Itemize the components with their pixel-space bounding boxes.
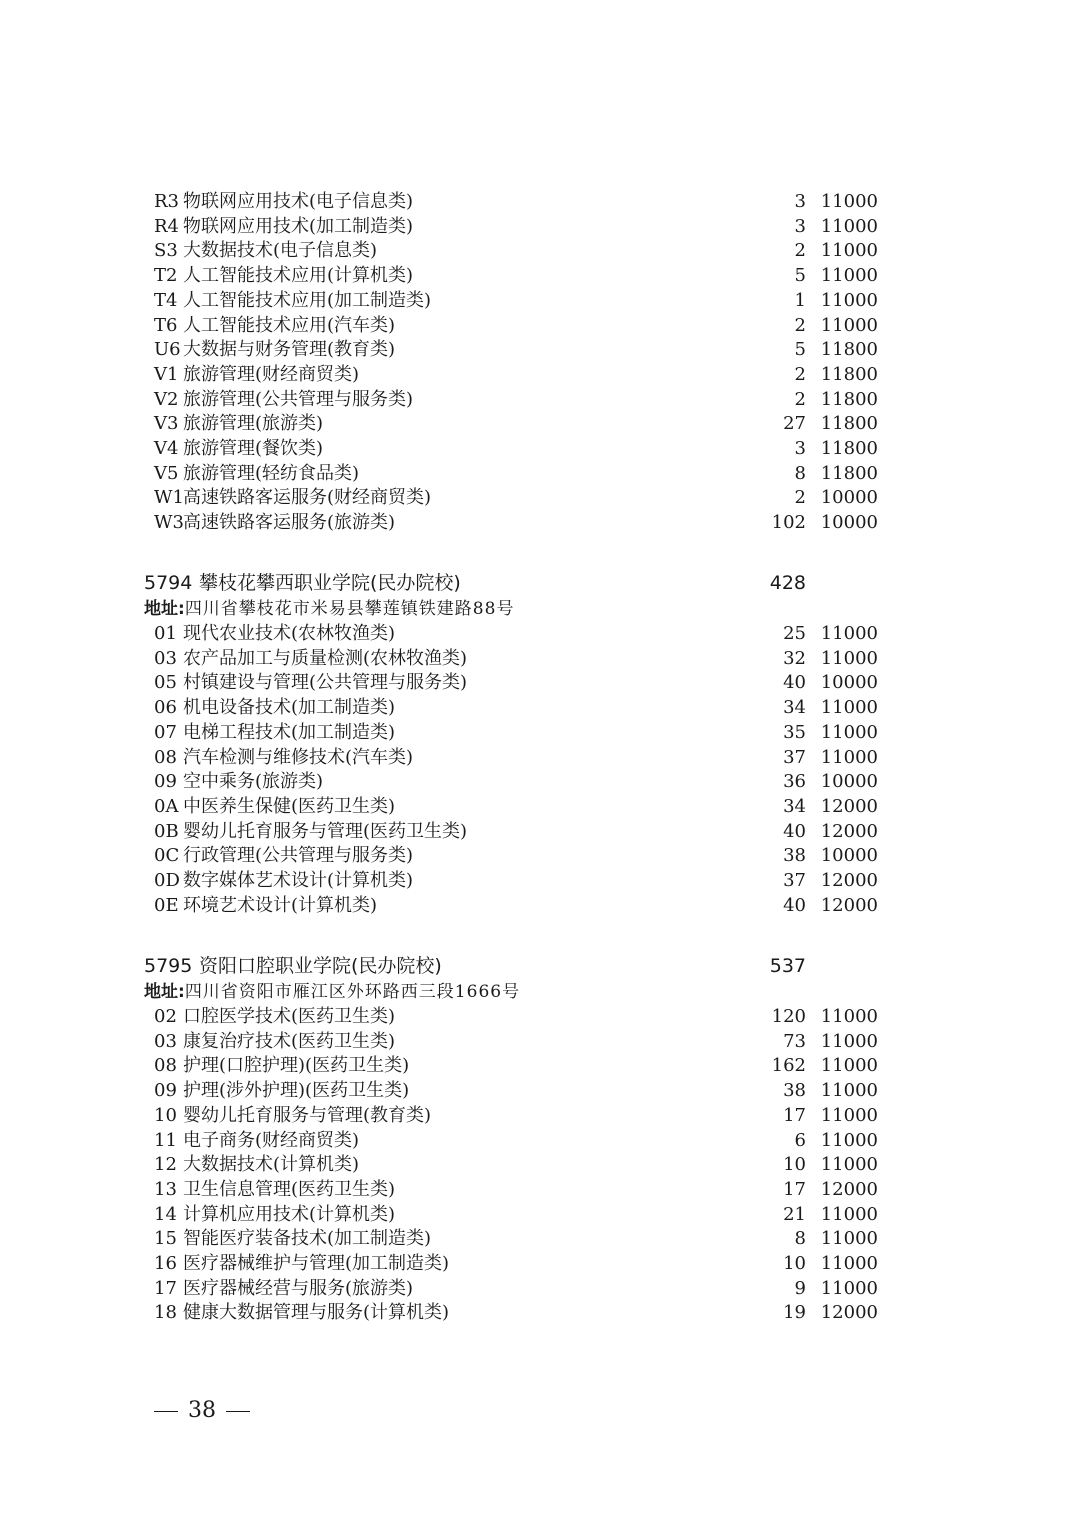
major-code: 08: [154, 1055, 177, 1077]
table-row: [0, 363, 1080, 388]
enrollment-count: 40: [783, 894, 806, 916]
enrollment-count: 9: [794, 1277, 806, 1299]
school-total: 537: [769, 955, 806, 977]
enrollment-count: 32: [783, 647, 806, 669]
school-address: [144, 597, 844, 621]
major-code: 03: [154, 1030, 177, 1052]
major-code: 0B: [154, 820, 179, 842]
major-name: 高速铁路客运服务(财经商贸类): [183, 487, 432, 509]
major-code: 0E: [154, 894, 179, 916]
tuition-fee: 11000: [820, 1203, 878, 1225]
major-code: 13: [154, 1178, 177, 1200]
major-name: 旅游管理(财经商贸类): [183, 363, 360, 385]
tuition-fee: 12000: [820, 1302, 878, 1324]
school-code: 5795: [144, 955, 193, 977]
enrollment-count: 10: [783, 1253, 806, 1274]
major-code: U6: [154, 339, 181, 361]
tuition-fee: 12000: [820, 1178, 878, 1200]
tuition-fee: 12000: [820, 870, 878, 891]
major-code: 15: [154, 1228, 177, 1250]
school-address: [144, 980, 844, 1004]
enrollment-count: 36: [783, 771, 806, 793]
enrollment-count: 17: [783, 1104, 806, 1126]
enrollment-count: 40: [783, 820, 806, 842]
address-text: 四川省攀枝花市米易县攀莲镇铁建路88号: [184, 599, 515, 619]
school-name: 资阳口腔职业学院(民办院校): [199, 955, 442, 977]
tuition-fee: 11000: [820, 1129, 878, 1151]
major-name: 大数据技术(计算机类): [183, 1154, 360, 1176]
school-header: [0, 569, 1080, 597]
major-code: 07: [154, 721, 177, 743]
major-name: 农产品加工与质量检测(农林牧渔类): [183, 647, 468, 669]
school-code: 5794: [144, 572, 193, 594]
tuition-fee: 11000: [820, 265, 878, 287]
table-row: [0, 462, 1080, 487]
major-name: 康复治疗技术(医药卫生类): [183, 1030, 396, 1052]
major-code: S3: [154, 240, 178, 262]
major-code: 0C: [154, 845, 180, 867]
school-total: 428: [769, 572, 806, 594]
major-code: 09: [154, 1080, 177, 1102]
table-row: [0, 1005, 1080, 1030]
major-name: 环境艺术设计(计算机类): [183, 894, 378, 916]
table-row: [0, 1301, 1080, 1326]
major-name: 电梯工程技术(加工制造类): [183, 721, 396, 743]
table-row: [0, 1030, 1080, 1055]
table-row: [0, 338, 1080, 363]
major-code: 0A: [154, 795, 179, 817]
tuition-fee: 11800: [820, 339, 878, 361]
major-name: 村镇建设与管理(公共管理与服务类): [183, 672, 468, 694]
major-code: T4: [154, 289, 178, 311]
enrollment-count: 27: [783, 413, 806, 435]
enrollment-count: 10: [783, 1154, 806, 1176]
enrollment-count: 3: [794, 191, 806, 212]
table-row: [0, 511, 1080, 536]
major-code: 17: [154, 1277, 177, 1299]
tuition-fee: 11800: [820, 413, 878, 435]
enrollment-count: 34: [783, 697, 806, 719]
tuition-fee: 11000: [820, 314, 878, 336]
major-code: 18: [154, 1302, 177, 1324]
enrollment-count: 40: [783, 672, 806, 694]
table-row: [0, 647, 1080, 672]
major-code: T2: [154, 265, 178, 287]
major-name: 旅游管理(旅游类): [183, 413, 324, 435]
major-name: 大数据与财务管理(教育类): [183, 339, 396, 361]
table-row: [0, 820, 1080, 845]
tuition-fee: 10000: [820, 672, 878, 694]
table-row: [0, 486, 1080, 511]
major-name: 智能医疗装备技术(加工制造类): [183, 1228, 432, 1250]
tuition-fee: 11000: [820, 1080, 878, 1102]
enrollment-count: 8: [794, 1228, 806, 1250]
major-name: 物联网应用技术(电子信息类): [183, 191, 414, 212]
major-code: V5: [154, 462, 179, 484]
table-row: [0, 314, 1080, 339]
tuition-fee: 11000: [820, 746, 878, 768]
table-row: [0, 696, 1080, 721]
major-name: 人工智能技术应用(汽车类): [183, 314, 396, 336]
enrollment-count: 6: [794, 1129, 806, 1151]
table-row: [0, 1129, 1080, 1154]
tuition-fee: 11800: [820, 363, 878, 385]
tuition-fee: 11000: [820, 1030, 878, 1052]
enrollment-count: 35: [783, 721, 806, 743]
enrollment-count: 37: [783, 870, 806, 891]
major-code: 12: [154, 1154, 177, 1176]
table-row: [0, 239, 1080, 264]
enrollment-count: 2: [794, 388, 806, 410]
major-code: T6: [154, 314, 178, 336]
table-row: [0, 894, 1080, 919]
tuition-fee: 10000: [820, 845, 878, 867]
major-name: 电子商务(财经商贸类): [183, 1129, 360, 1151]
major-name: 高速铁路客运服务(旅游类): [183, 512, 396, 534]
table-row: [0, 746, 1080, 771]
page-number: 38: [188, 1398, 216, 1423]
table-row: [0, 1079, 1080, 1104]
school-name: 攀枝花攀西职业学院(民办院校): [199, 572, 461, 594]
table-row: [0, 1203, 1080, 1228]
major-name: 物联网应用技术(加工制造类): [183, 215, 414, 237]
table-row: [0, 1054, 1080, 1079]
table-row: [0, 622, 1080, 647]
enrollment-count: 2: [794, 314, 806, 336]
major-name: 数字媒体艺术设计(计算机类): [183, 870, 414, 891]
tuition-fee: 11800: [820, 462, 878, 484]
table-row: [0, 1252, 1080, 1277]
enrollment-count: 2: [794, 487, 806, 509]
tuition-fee: 11800: [820, 388, 878, 410]
table-row: [0, 412, 1080, 437]
right-dash: [226, 1411, 250, 1412]
major-code: 11: [154, 1129, 177, 1151]
major-name: 婴幼儿托育服务与管理(教育类): [183, 1104, 432, 1126]
major-name: 卫生信息管理(医药卫生类): [183, 1178, 396, 1200]
address-label: 地址:: [144, 599, 185, 619]
major-code: V3: [154, 413, 179, 435]
tuition-fee: 11000: [820, 647, 878, 669]
enrollment-count: 21: [783, 1203, 806, 1225]
enrollment-count: 2: [794, 240, 806, 262]
tuition-fee: 11000: [820, 240, 878, 262]
major-code: V4: [154, 438, 179, 459]
major-code: R3: [154, 191, 180, 212]
enrollment-count: 8: [794, 462, 806, 484]
enrollment-count: 38: [783, 1080, 806, 1102]
major-code: W3: [154, 512, 184, 534]
left-dash: [154, 1411, 178, 1412]
major-name: 旅游管理(餐饮类): [183, 438, 324, 459]
major-code: V2: [154, 388, 179, 410]
table-row: [0, 190, 1080, 215]
address-label: 地址:: [144, 982, 185, 1002]
major-name: 口腔医学技术(医药卫生类): [183, 1006, 396, 1027]
major-name: 婴幼儿托育服务与管理(医药卫生类): [183, 820, 468, 842]
enrollment-count: 120: [771, 1006, 806, 1027]
major-code: 0D: [154, 870, 180, 891]
enrollment-count: 73: [783, 1030, 806, 1052]
tuition-fee: 10000: [820, 512, 878, 534]
major-code: V1: [154, 363, 179, 385]
school-header: [0, 952, 1080, 980]
tuition-fee: 12000: [820, 894, 878, 916]
major-name: 现代农业技术(农林牧渔类): [183, 623, 396, 644]
major-code: 10: [154, 1104, 177, 1126]
tuition-fee: 12000: [820, 820, 878, 842]
enrollment-count: 1: [794, 289, 806, 311]
major-name: 汽车检测与维修技术(汽车类): [183, 746, 414, 768]
enrollment-count: 5: [794, 339, 806, 361]
tuition-fee: 10000: [820, 771, 878, 793]
major-code: 01: [154, 623, 177, 644]
major-name: 行政管理(公共管理与服务类): [183, 845, 414, 867]
major-code: 09: [154, 771, 177, 793]
major-code: 14: [154, 1203, 177, 1225]
major-name: 护理(口腔护理)(医药卫生类): [183, 1055, 410, 1077]
tuition-fee: 11000: [820, 289, 878, 311]
tuition-fee: 11800: [820, 438, 878, 459]
major-code: 08: [154, 746, 177, 768]
enrollment-count: 102: [771, 512, 806, 534]
enrollment-count: 162: [771, 1055, 806, 1077]
tuition-fee: 11000: [820, 623, 878, 644]
table-row: [0, 1153, 1080, 1178]
tuition-fee: 11000: [820, 191, 878, 212]
tuition-fee: 10000: [820, 487, 878, 509]
table-row: [0, 869, 1080, 894]
tuition-fee: 11000: [820, 721, 878, 743]
major-code: 02: [154, 1006, 177, 1027]
table-row: [0, 844, 1080, 869]
table-row: [0, 388, 1080, 413]
address-text: 四川省资阳市雁江区外环路西三段1666号: [184, 982, 521, 1002]
major-name: 护理(涉外护理)(医药卫生类): [183, 1080, 410, 1102]
tuition-fee: 11000: [820, 1055, 878, 1077]
major-name: 机电设备技术(加工制造类): [183, 697, 396, 719]
major-name: 旅游管理(轻纺食品类): [183, 462, 360, 484]
major-name: 医疗器械维护与管理(加工制造类): [183, 1253, 450, 1274]
table-row: [0, 289, 1080, 314]
major-code: W1: [154, 487, 184, 509]
tuition-fee: 11000: [820, 1154, 878, 1176]
table-row: [0, 1277, 1080, 1302]
table-row: [0, 437, 1080, 462]
table-row: [0, 721, 1080, 746]
major-name: 空中乘务(旅游类): [183, 771, 324, 793]
tuition-fee: 11000: [820, 697, 878, 719]
table-row: [0, 795, 1080, 820]
enrollment-count: 37: [783, 746, 806, 768]
tuition-fee: 11000: [820, 1253, 878, 1274]
major-name: 人工智能技术应用(加工制造类): [183, 289, 432, 311]
enrollment-count: 19: [783, 1302, 806, 1324]
tuition-fee: 12000: [820, 795, 878, 817]
major-code: R4: [154, 215, 180, 237]
table-row: [0, 215, 1080, 240]
major-name: 计算机应用技术(计算机类): [183, 1203, 396, 1225]
page-footer: [144, 1395, 260, 1427]
tuition-fee: 11000: [820, 215, 878, 237]
major-name: 大数据技术(电子信息类): [183, 240, 378, 262]
major-name: 医疗器械经营与服务(旅游类): [183, 1277, 414, 1299]
enrollment-count: 25: [783, 623, 806, 644]
enrollment-count: 5: [794, 265, 806, 287]
table-row: [0, 1227, 1080, 1252]
tuition-fee: 11000: [820, 1104, 878, 1126]
major-name: 旅游管理(公共管理与服务类): [183, 388, 414, 410]
major-name: 中医养生保健(医药卫生类): [183, 795, 396, 817]
major-code: 16: [154, 1253, 177, 1274]
table-row: [0, 1104, 1080, 1129]
enrollment-count: 2: [794, 363, 806, 385]
enrollment-count: 3: [794, 215, 806, 237]
table-row: [0, 671, 1080, 696]
tuition-fee: 11000: [820, 1228, 878, 1250]
enrollment-count: 34: [783, 795, 806, 817]
major-code: 05: [154, 672, 177, 694]
enrollment-count: 38: [783, 845, 806, 867]
table-row: [0, 770, 1080, 795]
major-code: 03: [154, 647, 177, 669]
table-row: [0, 264, 1080, 289]
enrollment-count: 17: [783, 1178, 806, 1200]
tuition-fee: 11000: [820, 1006, 878, 1027]
table-row: [0, 1178, 1080, 1203]
major-name: 健康大数据管理与服务(计算机类): [183, 1302, 450, 1324]
major-name: 人工智能技术应用(计算机类): [183, 265, 414, 287]
enrollment-count: 3: [794, 438, 806, 459]
tuition-fee: 11000: [820, 1277, 878, 1299]
major-code: 06: [154, 697, 177, 719]
